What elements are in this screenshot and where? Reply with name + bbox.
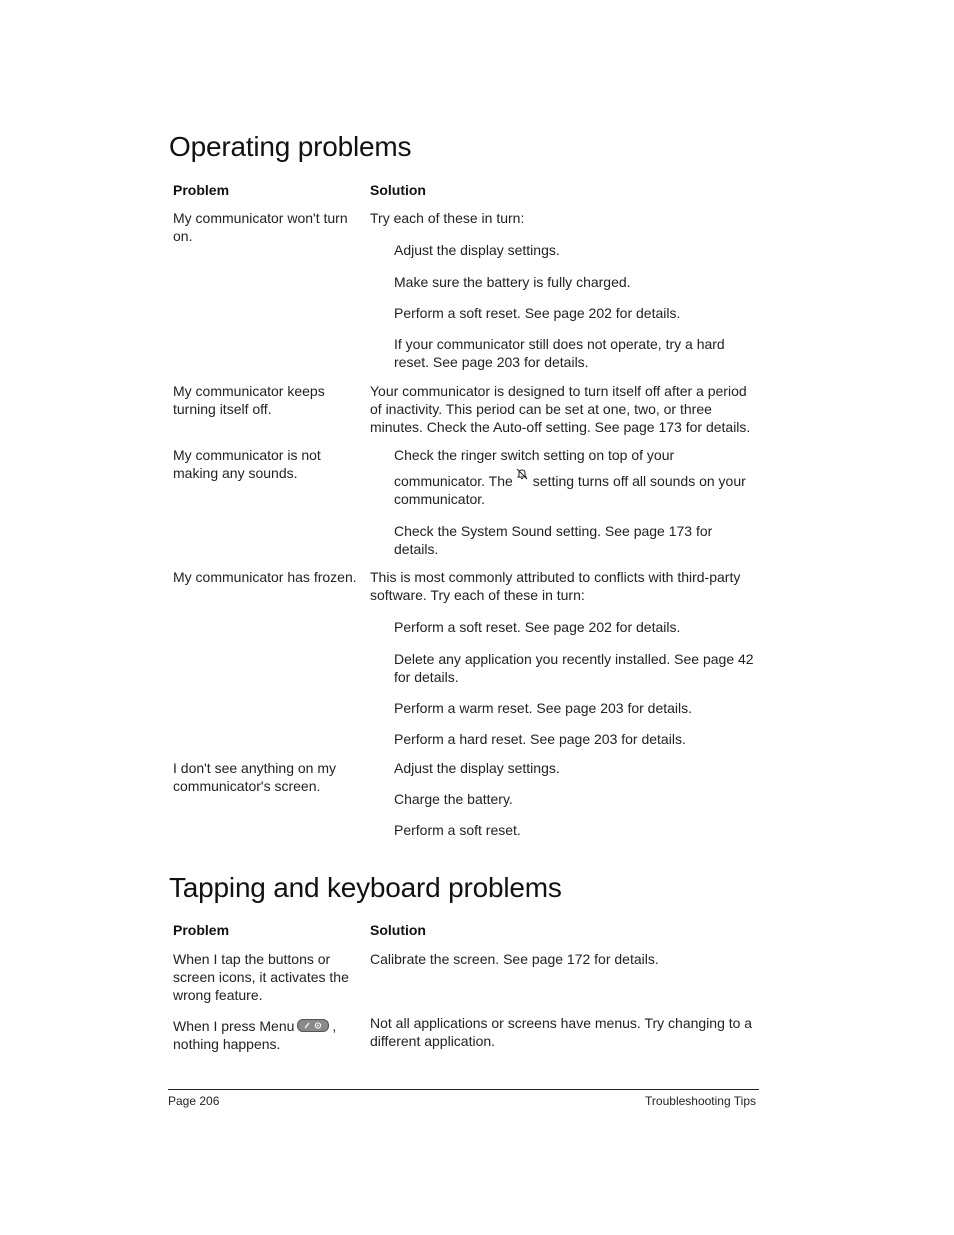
problem-text: , (332, 1018, 337, 1034)
step-text: communicator. The (394, 473, 513, 489)
bell-off-icon (515, 467, 529, 481)
step-line (394, 472, 754, 490)
solution-step: Charge the battery. (394, 791, 513, 807)
col-header-problem: Problem (173, 182, 230, 198)
solution-step: Perform a hard reset. See page 203 for details. (394, 731, 686, 747)
col-header-problem: Problem (173, 922, 230, 938)
solution-step: Make sure the battery is fully charged. (394, 274, 631, 290)
solution-auto-off: Your communicator is designed to turn itself off after a period of inactivity. This period can be set at one, two, or three minutes. Check the Auto-off setting. See page 173 for details. (370, 383, 751, 435)
step-text: setting turns off all sounds on your (532, 473, 746, 489)
problem-wrong-feature: When I tap the buttons or screen icons, it activates the wrong feature. (173, 951, 349, 1003)
solution-step: If your communicator still does not operate, try a hard reset. See page 203 for details. (394, 336, 725, 370)
solution-step: Perform a soft reset. See page 202 for details. (394, 619, 681, 635)
solution-step: Adjust the display settings. (394, 760, 560, 776)
solution-step: Delete any application you recently installed. See page 42 for details. (394, 651, 754, 685)
solution-intro: Try each of these in turn: (370, 210, 525, 226)
solution-step: Check the System Sound setting. See page 173 for details. (394, 523, 713, 557)
problem-turns-off: My communicator keeps turning itself off. (173, 383, 325, 417)
problem-text: When I press Menu (173, 1018, 295, 1034)
solution-calibrate: Calibrate the screen. See page 172 for details. (370, 951, 659, 967)
section-title-tapping: Tapping and keyboard problems (169, 872, 562, 903)
solution-step-ringer (394, 446, 754, 508)
solution-step: Perform a soft reset. (394, 822, 521, 838)
problem-blank-screen: I don't see anything on my communicator's screen. (173, 760, 336, 794)
problem-menu (173, 1017, 353, 1053)
problem-line (173, 1017, 353, 1035)
menu-key-icon (297, 1019, 329, 1032)
section-title-operating: Operating problems (169, 131, 412, 162)
solution-menus: Not all applications or screens have menus. Try changing to a different application. (370, 1015, 753, 1049)
solution-step: Perform a soft reset. See page 202 for details. (394, 305, 681, 321)
col-header-solution: Solution (370, 182, 426, 198)
problem-frozen: My communicator has frozen. (173, 569, 357, 585)
footer-rule (168, 1089, 759, 1090)
chapter-title: Troubleshooting Tips (645, 1094, 756, 1108)
step-line: communicator. (394, 491, 486, 507)
problem-no-sounds: My communicator is not making any sounds. (173, 447, 321, 481)
col-header-solution: Solution (370, 922, 426, 938)
solution-step: Perform a warm reset. See page 203 for details. (394, 700, 693, 716)
step-line: Check the ringer switch setting on top of your (394, 447, 675, 463)
solution-intro: This is most commonly attributed to conflicts with third-party software. Try each of these in turn: (370, 569, 741, 603)
page-number: Page 206 (168, 1094, 220, 1108)
problem-wont-turn-on: My communicator won't turn on. (173, 210, 348, 244)
solution-step: Adjust the display settings. (394, 242, 560, 258)
problem-line: nothing happens. (173, 1036, 281, 1052)
